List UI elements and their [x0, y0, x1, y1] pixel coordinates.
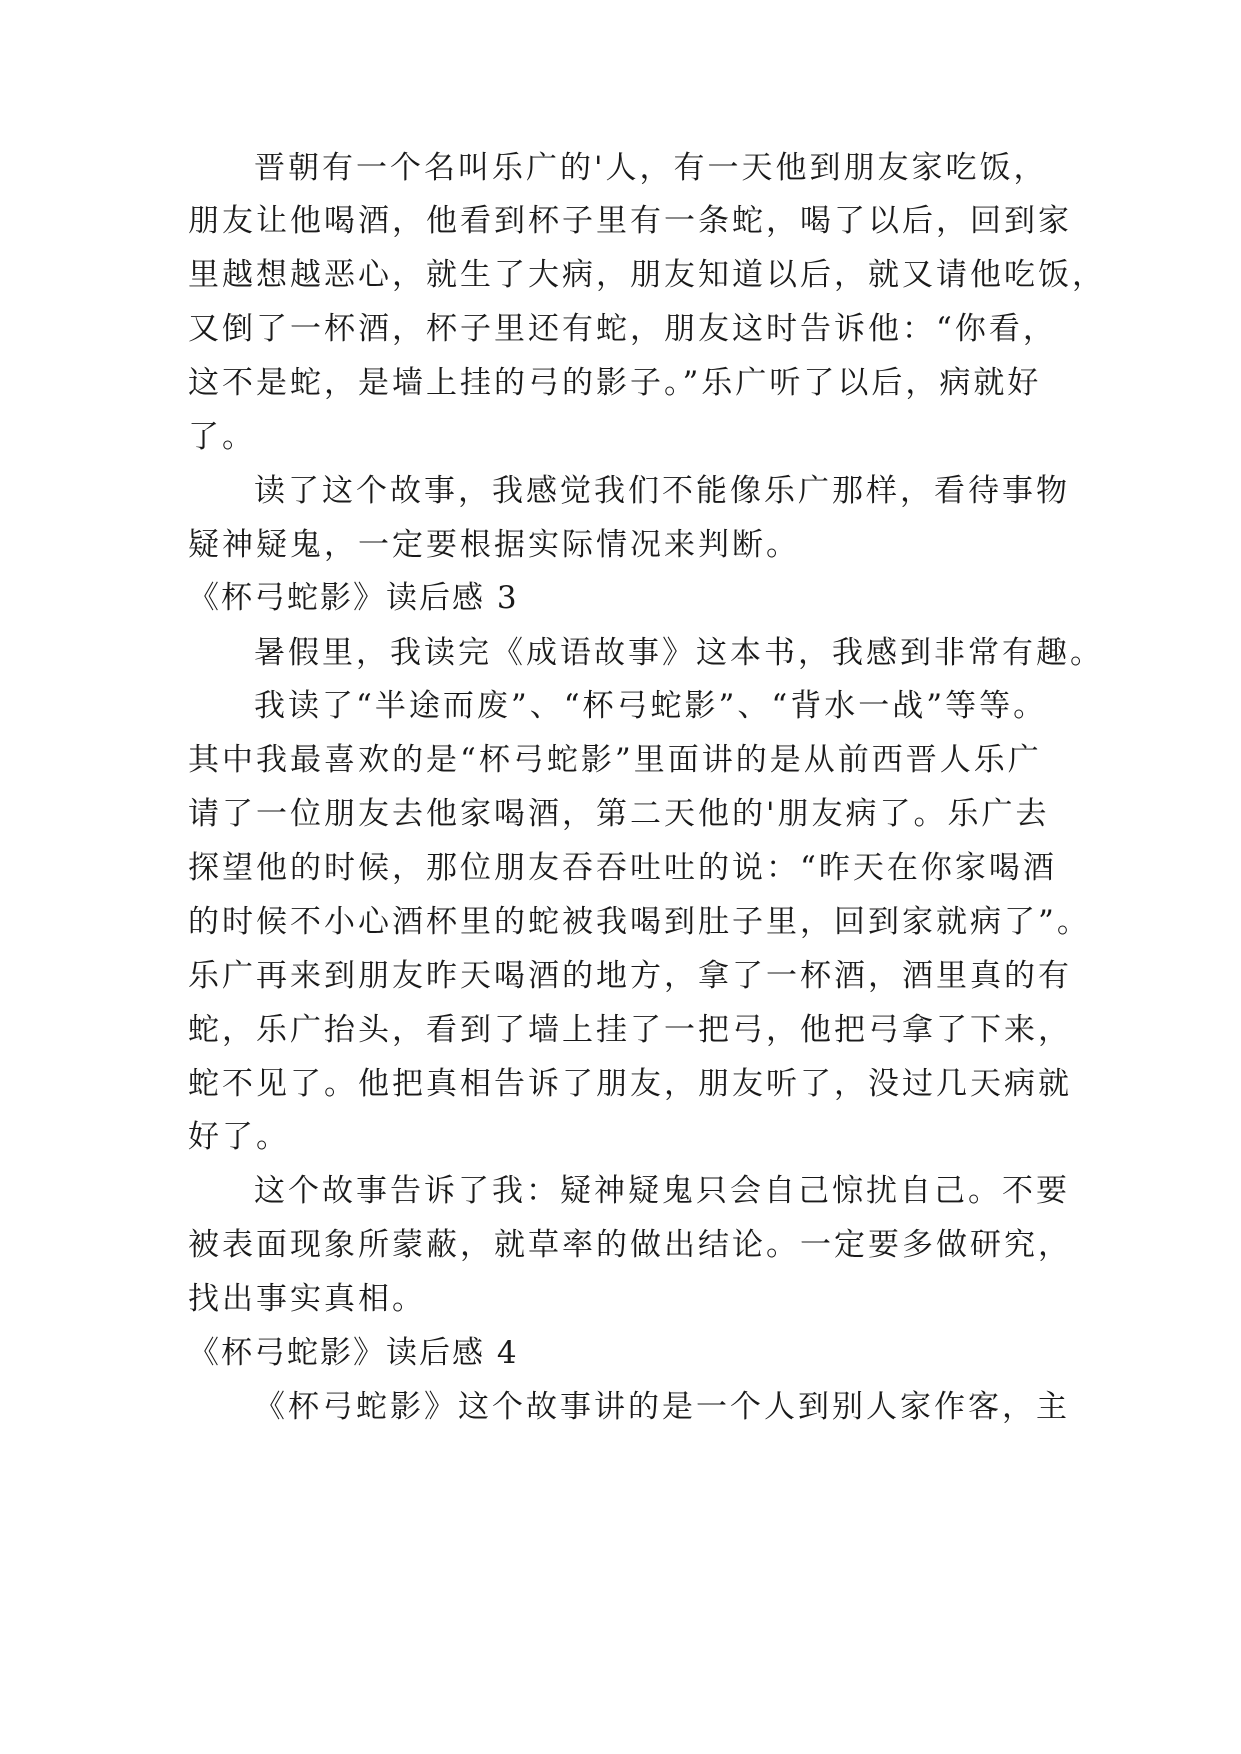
- paragraph-line: 晋朝有一个名叫乐广的'人，有一天他到朋友家吃饭，: [254, 150, 1048, 186]
- paragraph-line: 我读了“半途而废”、“杯弓蛇影”、“背水一战”等等。: [254, 688, 1048, 724]
- paragraph-line: 里越想越恶心，就生了大病，朋友知道以后，就又请他吃饭，: [188, 257, 1106, 293]
- paragraph-line: 乐广再来到朋友昨天喝酒的地方，拿了一杯酒，酒里真的有: [188, 958, 1072, 994]
- paragraph-line: 找出事实真相。: [188, 1281, 426, 1317]
- paragraph-line: 被表面现象所蒙蔽，就草率的做出结论。一定要多做研究，: [188, 1227, 1072, 1263]
- paragraph-line: 《杯弓蛇影》这个故事讲的是一个人到别人家作客，主: [254, 1389, 1070, 1425]
- section-heading: 《杯弓蛇影》读后感 4: [188, 1335, 519, 1371]
- paragraph-line: 了。: [188, 419, 256, 455]
- paragraph-line: 暑假里，我读完《成语故事》这本书，我感到非常有趣。: [254, 635, 1104, 671]
- paragraph-line: 的时候不小心酒杯里的蛇被我喝到肚子里，回到家就病了”。: [188, 904, 1091, 940]
- paragraph-line: 好了。: [188, 1119, 290, 1155]
- paragraph-line: 探望他的时候，那位朋友吞吞吐吐的说：“昨天在你家喝酒: [188, 850, 1057, 886]
- paragraph-line: 蛇不见了。他把真相告诉了朋友，朋友听了，没过几天病就: [188, 1066, 1072, 1102]
- paragraph-line: 朋友让他喝酒，他看到杯子里有一条蛇，喝了以后，回到家: [188, 203, 1072, 239]
- paragraph-line: 读了这个故事，我感觉我们不能像乐广那样，看待事物: [254, 473, 1070, 509]
- section-heading: 《杯弓蛇影》读后感 3: [188, 580, 519, 616]
- paragraph-line: 请了一位朋友去他家喝酒，第二天他的'朋友病了。乐广去: [188, 796, 1050, 832]
- paragraph-line: 又倒了一杯酒，杯子里还有蛇，朋友这时告诉他：“你看，: [188, 311, 1057, 347]
- paragraph-line: 蛇，乐广抬头，看到了墙上挂了一把弓，他把弓拿了下来，: [188, 1012, 1072, 1048]
- paragraph-line: 这不是蛇，是墙上挂的弓的影子。”乐广听了以后，病就好: [188, 365, 1042, 401]
- paragraph-line: 这个故事告诉了我：疑神疑鬼只会自己惊扰自己。不要: [254, 1173, 1070, 1209]
- paragraph-line: 疑神疑鬼，一定要根据实际情况来判断。: [188, 527, 800, 563]
- paragraph-line: 其中我最喜欢的是“杯弓蛇影”里面讲的是从前西晋人乐广: [188, 742, 1042, 778]
